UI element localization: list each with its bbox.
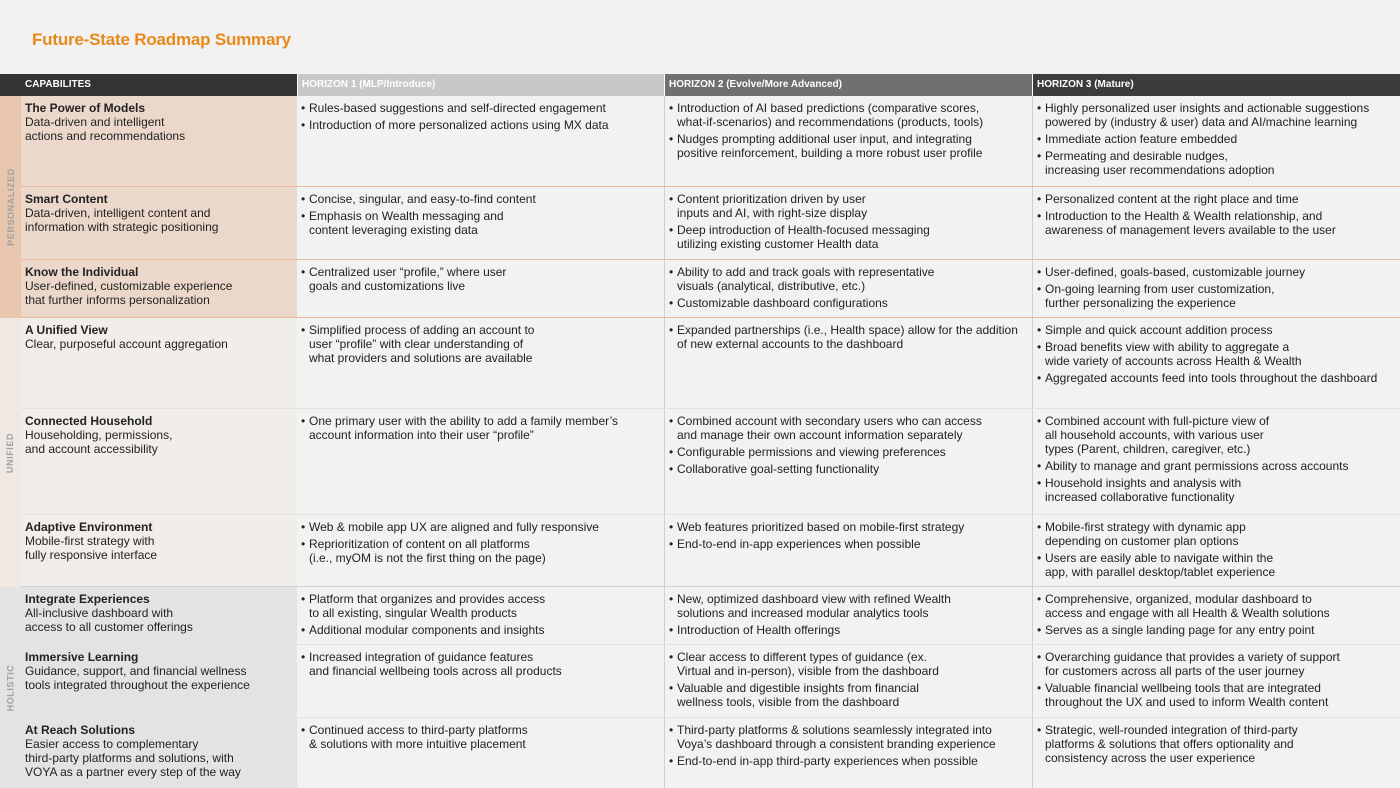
bullet-item: • Web & mobile app UX are aligned and fully responsive (301, 520, 660, 534)
horizon-2-cell (664, 718, 1032, 788)
horizon-1-cell (297, 587, 664, 645)
bullet-item: • Simple and quick account addition process (1037, 323, 1396, 337)
group-label-personalized (0, 96, 21, 318)
horizon-1-cell (297, 187, 664, 260)
bullet-item: • Combined account with full-picture view of all household accounts, with various user types (Parent, children, caregiver, etc.) (1037, 414, 1396, 456)
bullet-list (669, 101, 1028, 160)
header-horizon-3: HORIZON 3 (Mature) (1032, 74, 1400, 96)
bullet-item: • Platform that organizes and provides access to all existing, singular Wealth products (301, 592, 660, 620)
horizon-1-cell (297, 645, 664, 718)
bullet-item: • End-to-end in-app experiences when possible (669, 537, 1028, 551)
bullet-item: • Expanded partnerships (i.e., Health space) allow for the addition of new external accounts to the dashboard (669, 323, 1028, 351)
bullet-list (1037, 323, 1396, 385)
bullet-item: • Introduction of more personalized actions using MX data (301, 118, 660, 132)
horizon-3-cell (1032, 409, 1400, 515)
header-horizon-2: HORIZON 2 (Evolve/More Advanced) (664, 74, 1032, 96)
horizon-1-cell (297, 318, 664, 409)
bullet-list (669, 520, 1028, 551)
bullet-item: • Ability to add and track goals with representative visuals (analytical, distributive, etc.) (669, 265, 1028, 293)
capability-description: Data-driven and intelligent actions and recommendations (25, 115, 186, 143)
bullet-item: • Introduction of Health offerings (669, 623, 1028, 637)
capability-description: Easier access to complementary third-party platforms and solutions, with VOYA as a partner every step of the way (25, 737, 241, 779)
bullet-list (301, 650, 660, 678)
capability-description: Clear, purposeful account aggregation (25, 337, 228, 351)
bullet-item: • Collaborative goal-setting functionality (669, 462, 1028, 476)
bullet-list (669, 723, 1028, 768)
capability-description: Householding, permissions, and account accessibility (25, 428, 173, 456)
bullet-item: • Customizable dashboard configurations (669, 296, 1028, 310)
bullet-item: • Mobile-first strategy with dynamic app depending on customer plan options (1037, 520, 1396, 548)
horizon-2-cell (664, 187, 1032, 260)
bullet-item: • On-going learning from user customization, further personalizing the experience (1037, 282, 1396, 310)
horizon-1-cell (297, 96, 664, 187)
bullet-list (669, 323, 1028, 351)
bullet-item: • Overarching guidance that provides a variety of support for customers across all parts of the user journey (1037, 650, 1396, 678)
bullet-item: • Household insights and analysis with increased collaborative functionality (1037, 476, 1396, 504)
capability-name: Adaptive Environment (25, 520, 153, 534)
capability-name: At Reach Solutions (25, 723, 136, 737)
bullet-item: • Nudges prompting additional user input, and integrating positive reinforcement, building a more robust user profile (669, 132, 1028, 160)
bullet-list (1037, 723, 1396, 765)
capability-description: User-defined, customizable experience that further informs personalization (25, 279, 233, 307)
horizon-2-cell (664, 409, 1032, 515)
capability-name: The Power of Models (25, 101, 146, 115)
bullet-item: • Deep introduction of Health-focused messaging utilizing existing customer Health data (669, 223, 1028, 251)
bullet-item: • Users are easily able to navigate within the app, with parallel desktop/tablet experience (1037, 551, 1396, 579)
bullet-item: • User-defined, goals-based, customizable journey (1037, 265, 1396, 279)
bullet-list (1037, 192, 1396, 237)
capability-cell (21, 409, 297, 515)
group-label-text: HOLISTIC (5, 664, 16, 711)
bullet-item: • Emphasis on Wealth messaging and content leveraging existing data (301, 209, 660, 237)
bullet-list (301, 723, 660, 751)
capability-name: Immersive Learning (25, 650, 139, 664)
header-capabilities: CAPABILITES (0, 74, 297, 96)
bullet-item: • Centralized user “profile,” where user goals and customizations live (301, 265, 660, 293)
bullet-list (301, 592, 660, 637)
bullet-item: • Clear access to different types of guidance (ex. Virtual and in-person), visible from the dashboard (669, 650, 1028, 678)
bullet-item: • Simplified process of adding an account to user “profile” with clear understanding of what providers and solutions are available (301, 323, 660, 365)
horizon-2-cell (664, 587, 1032, 645)
capability-name: A Unified View (25, 323, 108, 337)
bullet-item: • End-to-end in-app third-party experiences when possible (669, 754, 1028, 768)
horizon-3-cell (1032, 260, 1400, 318)
bullet-item: • Content prioritization driven by user inputs and AI, with right-size display (669, 192, 1028, 220)
bullet-list (301, 323, 660, 365)
bullet-item: • Rules-based suggestions and self-directed engagement (301, 101, 660, 115)
bullet-list (1037, 265, 1396, 310)
bullet-item: • Broad benefits view with ability to aggregate a wide variety of accounts across Health & Wealth (1037, 340, 1396, 368)
horizon-3-cell (1032, 187, 1400, 260)
horizon-3-cell (1032, 318, 1400, 409)
bullet-list (301, 520, 660, 565)
horizon-2-cell (664, 260, 1032, 318)
bullet-list (669, 265, 1028, 310)
bullet-item: • Introduction of AI based predictions (comparative scores, what-if-scenarios) and recommendations (products, tools) (669, 101, 1028, 129)
bullet-item: • New, optimized dashboard view with refined Wealth solutions and increased modular analytics tools (669, 592, 1028, 620)
bullet-item: • Ability to manage and grant permissions across accounts (1037, 459, 1396, 473)
bullet-item: • Highly personalized user insights and actionable suggestions powered by (industry & user) data and AI/machine learning (1037, 101, 1396, 129)
horizon-2-cell (664, 515, 1032, 587)
bullet-item: • Combined account with secondary users who can access and manage their own account information separately (669, 414, 1028, 442)
bullet-list (669, 650, 1028, 709)
capability-cell (21, 187, 297, 260)
bullet-list (301, 414, 660, 442)
capability-cell (21, 587, 297, 645)
bullet-list (1037, 650, 1396, 709)
bullet-item: • One primary user with the ability to add a family member’s account information into their user “profile” (301, 414, 660, 442)
capability-description: Mobile-first strategy with fully responsive interface (25, 534, 158, 562)
bullet-item: • Valuable financial wellbeing tools that are integrated throughout the UX and used to inform Wealth content (1037, 681, 1396, 709)
horizon-2-cell (664, 96, 1032, 187)
page-title: Future-State Roadmap Summary (32, 30, 291, 49)
capability-cell (21, 260, 297, 318)
group-label-text: UNIFIED (5, 432, 16, 473)
bullet-list (669, 192, 1028, 251)
capability-cell (21, 645, 297, 718)
bullet-item: • Reprioritization of content on all platforms (i.e., myOM is not the first thing on the page) (301, 537, 660, 565)
horizon-2-cell (664, 645, 1032, 718)
bullet-item: • Aggregated accounts feed into tools throughout the dashboard (1037, 371, 1396, 385)
capability-name: Integrate Experiences (25, 592, 150, 606)
horizon-3-cell (1032, 515, 1400, 587)
group-label-unified (0, 318, 21, 587)
capability-name: Smart Content (25, 192, 108, 206)
horizon-1-cell (297, 409, 664, 515)
horizon-2-cell (664, 318, 1032, 409)
capability-cell (21, 718, 297, 788)
bullet-item: • Third-party platforms & solutions seamlessly integrated into Voya’s dashboard through a consistent branding experience (669, 723, 1028, 751)
bullet-item: • Personalized content at the right place and time (1037, 192, 1396, 206)
group-label-holistic (0, 587, 21, 788)
capability-description: Data-driven, intelligent content and information with strategic positioning (25, 206, 219, 234)
capability-cell (21, 515, 297, 587)
bullet-item: • Continued access to third-party platforms & solutions with more intuitive placement (301, 723, 660, 751)
capability-description: All-inclusive dashboard with access to all customer offerings (25, 606, 193, 634)
bullet-item: • Introduction to the Health & Wealth relationship, and awareness of management levers available to the user (1037, 209, 1396, 237)
horizon-1-cell (297, 718, 664, 788)
bullet-item: • Configurable permissions and viewing preferences (669, 445, 1028, 459)
bullet-list (1037, 520, 1396, 579)
capability-cell (21, 96, 297, 187)
horizon-3-cell (1032, 718, 1400, 788)
bullet-list (1037, 101, 1396, 177)
horizon-3-cell (1032, 645, 1400, 718)
group-label-text: PERSONALIZED (5, 168, 16, 246)
bullet-list (301, 101, 660, 132)
horizon-3-cell (1032, 587, 1400, 645)
horizon-3-cell (1032, 96, 1400, 187)
bullet-item: • Additional modular components and insights (301, 623, 660, 637)
bullet-item: • Serves as a single landing page for any entry point (1037, 623, 1396, 637)
horizon-1-cell (297, 515, 664, 587)
bullet-item: • Web features prioritized based on mobile-first strategy (669, 520, 1028, 534)
capability-cell (21, 318, 297, 409)
bullet-list (1037, 414, 1396, 504)
horizon-1-cell (297, 260, 664, 318)
bullet-item: • Concise, singular, and easy-to-find content (301, 192, 660, 206)
bullet-item: • Increased integration of guidance features and financial wellbeing tools across all products (301, 650, 660, 678)
header-horizon-1: HORIZON 1 (MLP/Introduce) (297, 74, 664, 96)
bullet-item: • Permeating and desirable nudges, increasing user recommendations adoption (1037, 149, 1396, 177)
bullet-list (301, 265, 660, 293)
bullet-item: • Immediate action feature embedded (1037, 132, 1396, 146)
bullet-item: • Strategic, well-rounded integration of third-party platforms & solutions that offers optionality and consistency across the user experience (1037, 723, 1396, 765)
bullet-list (1037, 592, 1396, 637)
bullet-item: • Valuable and digestible insights from financial wellness tools, visible from the dashboard (669, 681, 1028, 709)
bullet-item: • Comprehensive, organized, modular dashboard to access and engage with all Health & Wealth solutions (1037, 592, 1396, 620)
bullet-list (669, 414, 1028, 476)
capability-name: Know the Individual (25, 265, 139, 279)
capability-name: Connected Household (25, 414, 153, 428)
bullet-list (669, 592, 1028, 637)
capability-description: Guidance, support, and financial wellness tools integrated throughout the experience (25, 664, 250, 692)
bullet-list (301, 192, 660, 237)
